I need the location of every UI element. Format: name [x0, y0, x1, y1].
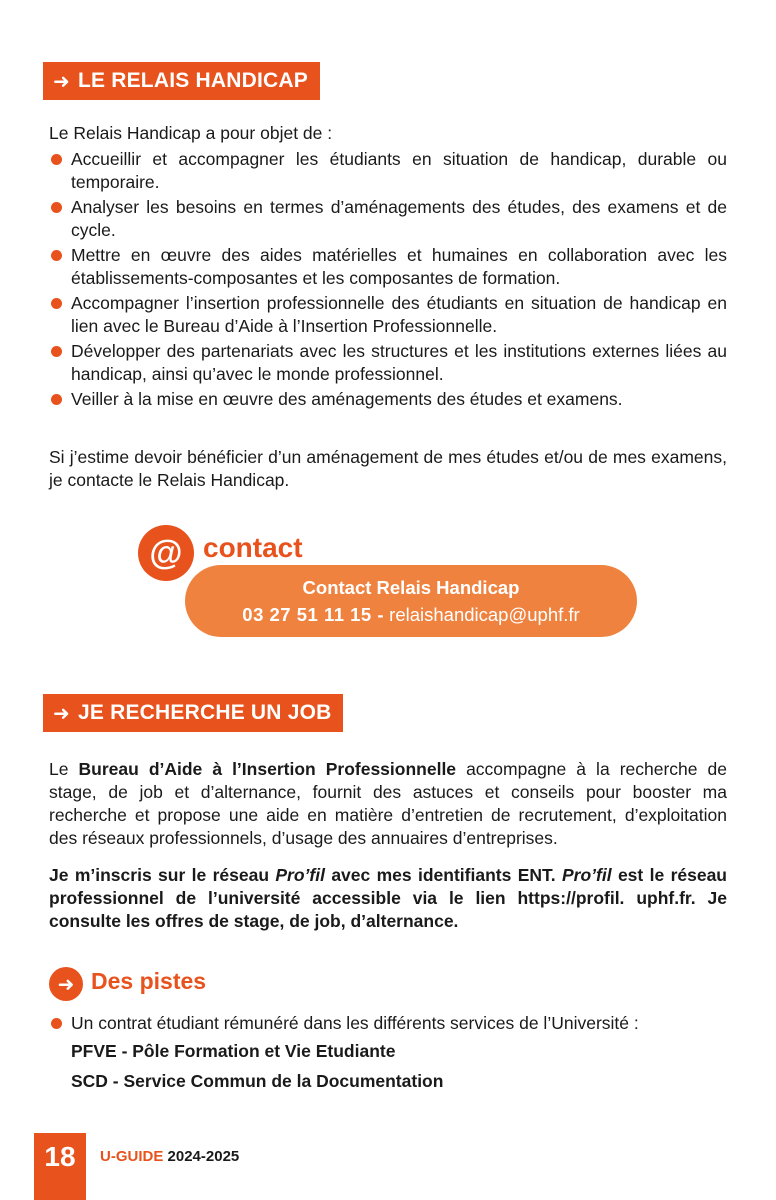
contact-box	[185, 565, 637, 637]
scd-line: SCD - Service Commun de la Documentation	[71, 1071, 444, 1091]
bullet-icon	[51, 298, 62, 309]
arrow-right-icon: ➜	[53, 702, 70, 725]
footer-guide	[100, 1148, 239, 1165]
guide-name: U-GUIDE	[100, 1148, 164, 1165]
list-item: Mettre en œuvre des aides matérielles et humaines en collaboration avec les établissements-composantes et les composantes de formation.	[49, 244, 727, 290]
list-item: Accueillir et accompagner les étudiants en situation de handicap, durable ou temporaire.	[49, 148, 727, 194]
bullet-icon	[51, 346, 62, 357]
baip-name: Bureau d’Aide à l’Insertion Professionnelle	[78, 759, 457, 779]
relais-bullet-list	[49, 148, 727, 413]
list-item: Accompagner l’insertion professionnelle des étudiants en situation de handicap en lien avec le Bureau d’Aide à l’Insertion Professionnelle.	[49, 292, 727, 338]
bullet-icon	[51, 394, 62, 405]
list-item: Un contrat étudiant rémunéré dans les différents services de l’Université :	[49, 1012, 727, 1035]
arrow-right-circle-icon: ➜	[49, 967, 83, 1001]
contact-name: Contact Relais Handicap	[302, 577, 520, 598]
guide-year: 2024-2025	[167, 1148, 240, 1165]
relais-intro: Le Relais Handicap a pour objet de :	[49, 123, 333, 143]
arrow-right-icon: ➜	[53, 70, 70, 93]
contact-email[interactable]: relaishandicap@uphf.fr	[389, 604, 580, 625]
list-item: Veiller à la mise en œuvre des aménagements des études et examens.	[49, 388, 727, 411]
pistes-title: Des pistes	[91, 968, 207, 994]
list-item: Développer des partenariats avec les structures et les institutions externes liées au handicap, ainsi qu’avec le monde professionnel.	[49, 340, 727, 386]
contact-line	[185, 601, 637, 629]
bullet-icon	[51, 250, 62, 261]
list-item: Analyser les besoins en termes d’aménagements des études, des examens et de cycle.	[49, 196, 727, 242]
contact-phone[interactable]: 03 27 51 11 15 -	[242, 604, 385, 625]
bullet-icon	[51, 154, 62, 165]
section-title: LE RELAIS HANDICAP	[77, 69, 308, 92]
bullet-icon	[51, 1018, 62, 1029]
bullet-icon	[51, 202, 62, 213]
section-title: JE RECHERCHE UN JOB	[77, 701, 332, 724]
job-paragraph: Le Bureau d’Aide à l’Insertion Professionnelle accompagne à la recherche de stage, de job et d’alternance, fournit des astuces et conseils pour booster ma recherche et propose une aide en matière d’entretien de recrutement, d’exploitation des réseaux professionnels, d’usage des annuaires d’entreprises.	[49, 759, 728, 848]
pistes-bullet-list	[49, 1012, 727, 1037]
profil-paragraph: Je m’inscris sur le réseau Pro’fil avec mes identifiants ENT. Pro’fil est le réseau professionnel de l’université accessible via le lien https://profil. uphf.fr. Je consulte les offres de stage, de job, d’alternance.	[49, 865, 727, 931]
at-sign-icon: @	[138, 525, 194, 581]
section-header-relais-handicap	[43, 62, 320, 100]
pfve-line: PFVE - Pôle Formation et Vie Etudiante	[71, 1041, 396, 1061]
relais-closing: Si j’estime devoir bénéficier d’un aménagement de mes études et/ou de mes examens, je contacte le Relais Handicap.	[49, 447, 727, 490]
page-number: 18	[34, 1133, 86, 1200]
section-header-job	[43, 694, 343, 732]
contact-title: contact	[203, 532, 303, 563]
